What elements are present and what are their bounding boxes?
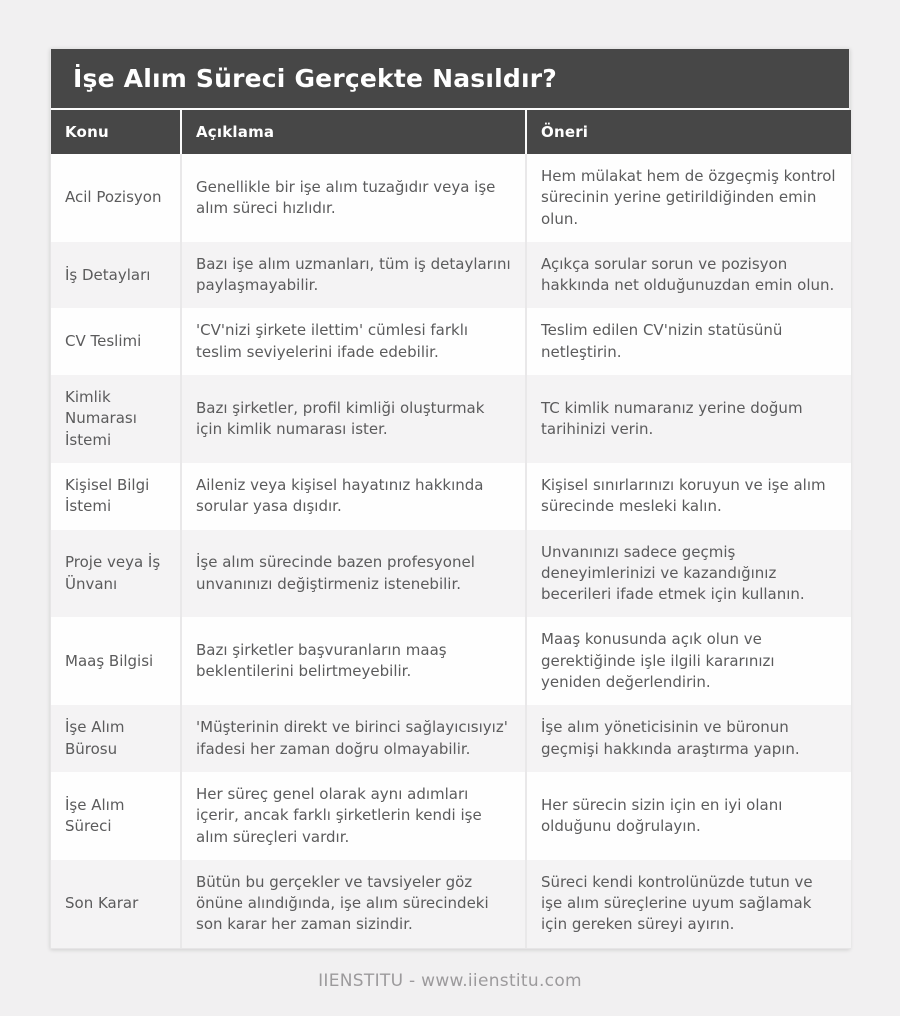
table-row: [51, 705, 851, 772]
cell-konu: CV Teslimi: [65, 332, 142, 351]
cell-konu: İş Detayları: [65, 265, 151, 284]
cell-konu: Kişisel Bilgi İstemi: [65, 475, 150, 516]
cell-aciklama: Bazı şirketler başvuranların maaş beklentilerini belirtmeyebilir.: [181, 617, 526, 705]
cell-aciklama: Bazı şirketler, profil kimliği oluşturmak için kimlik numarası ister.: [181, 375, 526, 463]
table-row: [51, 154, 851, 242]
hiring-process-table: [51, 110, 851, 948]
cell-aciklama: Aileniz veya kişisel hayatınız hakkında sorular yasa dışıdır.: [181, 463, 526, 530]
table-row: [51, 242, 851, 309]
cell-konu: Kimlik Numarası İstemi: [65, 388, 137, 449]
column-header-oneri: Öneri: [526, 110, 851, 154]
table-row: [51, 617, 851, 705]
cell-aciklama: 'Müşterinin direkt ve birinci sağlayıcısıyız' ifadesi her zaman doğru olmayabilir.: [181, 705, 526, 772]
cell-konu: Maaş Bilgisi: [65, 651, 154, 670]
cell-konu: İşe Alım Bürosu: [65, 718, 125, 758]
footer-credit: IIENSTITU - www.iienstitu.com: [318, 970, 582, 991]
cell-aciklama: Her süreç genel olarak aynı adımları içerir, ancak farklı şirketlerin kendi işe alım süreçleri vardır.: [181, 772, 526, 860]
cell-aciklama: Bütün bu gerçekler ve tavsiyeler göz önüne alındığında, işe alım sürecindeki son karar her zaman sizindir.: [181, 860, 526, 948]
page-title: İşe Alım Süreci Gerçekte Nasıldır?: [51, 49, 849, 110]
cell-oneri: Kişisel sınırlarınızı koruyun ve işe alım sürecinde mesleki kalın.: [526, 463, 851, 530]
table-row: [51, 530, 851, 618]
cell-konu: İşe Alım Süreci: [65, 795, 125, 835]
table-row: [51, 772, 851, 860]
cell-oneri: Her sürecin sizin için en iyi olanı olduğunu doğrulayın.: [526, 772, 851, 860]
cell-konu: Son Karar: [65, 894, 139, 913]
cell-konu: Proje veya İş Ünvanı: [65, 553, 161, 593]
column-header-konu: Konu: [51, 110, 181, 154]
info-table-card: [50, 48, 850, 949]
table-header-row: [51, 110, 851, 154]
cell-oneri: İşe alım yöneticisinin ve büronun geçmişi hakkında araştırma yapın.: [526, 705, 851, 772]
cell-oneri: Teslim edilen CV'nizin statüsünü netleştirin.: [526, 308, 851, 375]
cell-oneri: Açıkça sorular sorun ve pozisyon hakkında net olduğunuzdan emin olun.: [526, 242, 851, 309]
cell-oneri: TC kimlik numaranız yerine doğum tarihinizi verin.: [526, 375, 851, 463]
cell-oneri: Maaş konusunda açık olun ve gerektiğinde işle ilgili kararınızı yeniden değerlendirin.: [526, 617, 851, 705]
column-header-aciklama: Açıklama: [181, 110, 526, 154]
cell-oneri: Unvanınızı sadece geçmiş deneyimlerinizi ve kazandığınız becerileri ifade etmek için kullanın.: [526, 530, 851, 618]
table-row: [51, 860, 851, 948]
cell-aciklama: Genellikle bir işe alım tuzağıdır veya işe alım süreci hızlıdır.: [181, 154, 526, 242]
cell-aciklama: Bazı işe alım uzmanları, tüm iş detaylarını paylaşmayabilir.: [181, 242, 526, 309]
cell-konu: Acil Pozisyon: [65, 188, 162, 207]
table-row: [51, 308, 851, 375]
table-row: [51, 463, 851, 530]
cell-aciklama: 'CV'nizi şirkete ilettim' cümlesi farklı teslim seviyelerini ifade edebilir.: [181, 308, 526, 375]
table-row: [51, 375, 851, 463]
cell-oneri: Hem mülakat hem de özgeçmiş kontrol sürecinin yerine getirildiğinden emin olun.: [526, 154, 851, 242]
cell-oneri: Süreci kendi kontrolünüzde tutun ve işe alım süreçlerine uyum sağlamak için gereken süreyi ayırın.: [526, 860, 851, 948]
cell-aciklama: İşe alım sürecinde bazen profesyonel unvanınızı değiştirmeniz istenebilir.: [181, 530, 526, 618]
